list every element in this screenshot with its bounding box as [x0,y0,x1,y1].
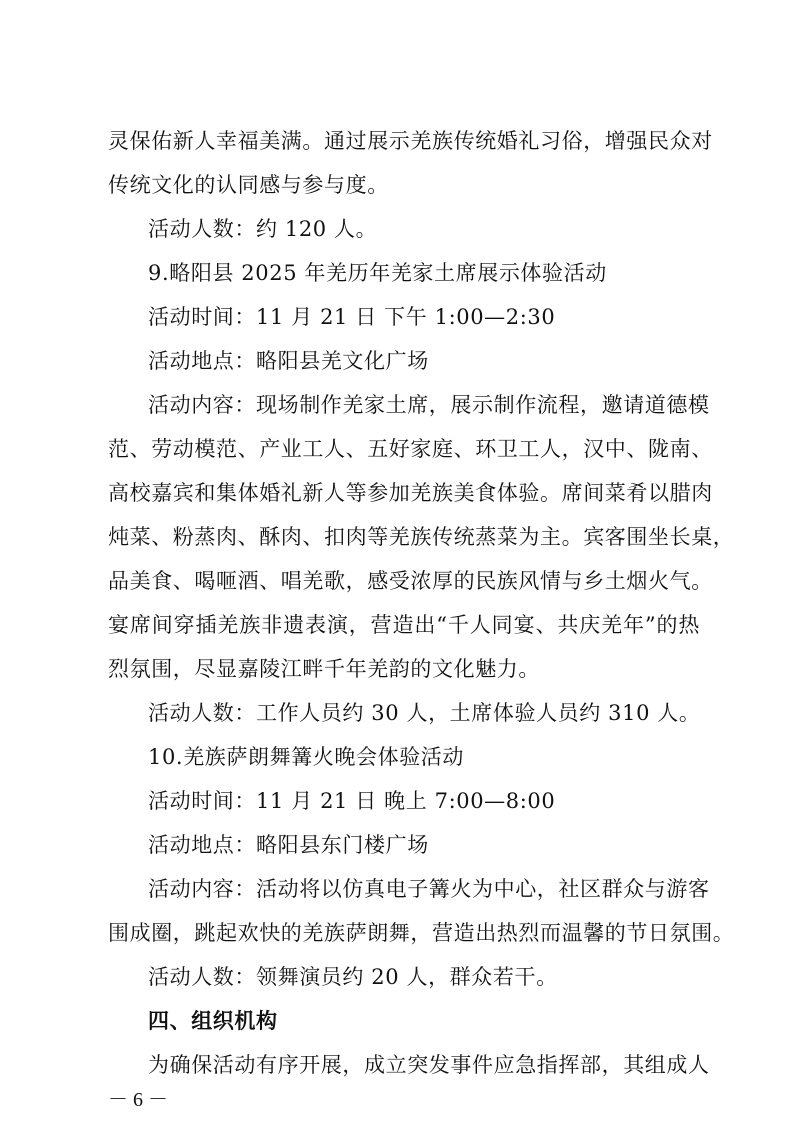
section-heading: 四、组织机构 [148,1009,278,1033]
paragraph-line: 范、劳动模范、产业工人、五好家庭、环卫工人，汉中、陇南、 [108,437,713,461]
paragraph-line: 活动人数：领舞演员约 20 人，群众若干。 [148,965,558,989]
paragraph-line: 活动人数：约 120 人。 [148,217,378,241]
paragraph-line: 品美食、喝咂酒、唱羌歌，感受浓厚的民族风情与乡土烟火气。 [108,569,713,593]
paragraph-line: 活动地点：略阳县羌文化广场 [148,349,429,373]
paragraph-line: 围成圈，跳起欢快的羌族萨朗舞，营造出热烈而温馨的节日氛围。 [108,921,735,945]
paragraph-line: 活动人数：工作人员约 30 人，土席体验人员约 310 人。 [148,701,701,725]
paragraph-line: 灵保佑新人幸福美满。通过展示羌族传统婚礼习俗，增强民众对 [108,129,713,153]
paragraph-line: 为确保活动有序开展，成立突发事件应急指挥部，其组成人 [148,1053,710,1077]
section-item-title: 9.略阳县 2025 年羌历年羌家土席展示体验活动 [148,261,607,285]
paragraph-line: 炖菜、粉蒸肉、酥肉、扣肉等羌族传统蒸菜为主。宾客围坐长桌， [108,525,735,549]
page-number: － 6 － [108,1089,168,1111]
paragraph-line: 活动内容：现场制作羌家土席，展示制作流程，邀请道德模 [148,393,710,417]
paragraph-line: 宴席间穿插羌族非遗表演，营造出“千人同宴、共庆羌年”的热 [108,613,700,637]
paragraph-line: 高校嘉宾和集体婚礼新人等参加羌族美食体验。席间菜肴以腊肉 [108,481,713,505]
paragraph-line: 活动时间：11 月 21 日 下午 1:00—2:30 [148,305,556,329]
paragraph-line: 活动地点：略阳县东门楼广场 [148,833,429,857]
paragraph-line: 活动时间：11 月 21 日 晚上 7:00—8:00 [148,789,556,813]
paragraph-line: 活动内容：活动将以仿真电子篝火为中心，社区群众与游客 [148,877,710,901]
paragraph-line: 烈氛围，尽显嘉陵江畔千年羌韵的文化魅力。 [108,657,540,681]
section-item-title: 10.羌族萨朗舞篝火晚会体验活动 [148,745,464,769]
paragraph-line: 传统文化的认同感与参与度。 [108,173,389,197]
